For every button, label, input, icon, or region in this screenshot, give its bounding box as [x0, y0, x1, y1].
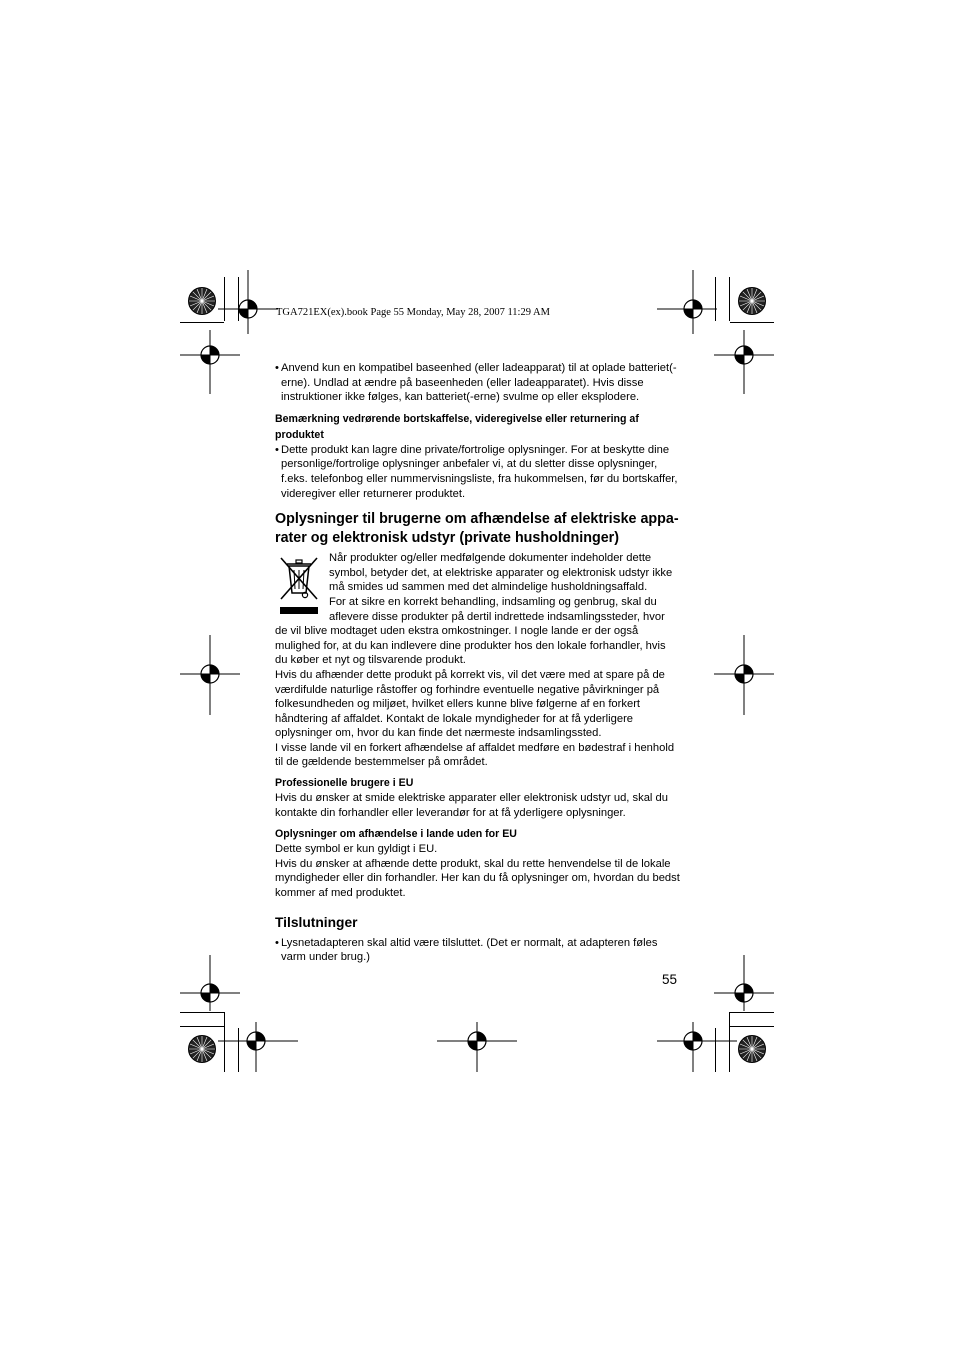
crop-line [730, 322, 774, 323]
outside-eu-text-2: Hvis du ønsker at afhænde dette produkt, skal du rette henvendelse til de lokale myndigheder eller din forhandler. Her kan du få oplysninger om, hvordan du bedst kommer af med produktet. [275, 857, 680, 900]
registration-mark-icon [714, 330, 774, 394]
registration-mark-icon [180, 330, 240, 394]
star-target-icon [187, 286, 217, 316]
star-target-icon [187, 1034, 217, 1064]
bullet-glyph: • [275, 443, 279, 456]
disposal-notice-bullet [275, 443, 680, 501]
crop-line [729, 277, 730, 321]
outside-eu-heading: Oplysninger om afhændelse i lande uden for EU [275, 828, 517, 841]
crop-line [180, 1012, 224, 1013]
weee-paragraph-1: Når produkter og/eller medfølgende dokumenter indeholder dette symbol, betyder det, at elektriske apparater og elektronisk udstyr ikke må smides ud sammen med det almindelige husholdningsaffald. [329, 552, 673, 594]
registration-mark-icon [180, 635, 240, 715]
registration-mark-icon [218, 270, 278, 334]
registration-mark-icon [714, 955, 774, 1011]
weee-title-line-2: rater og elektronisk udstyr (private husholdninger) [275, 530, 619, 547]
page-content [275, 361, 680, 965]
weee-paragraph-4: I visse lande vil en forkert afhændelse af affaldet medføre en bødestraf i henhold til de gældende bestemmelser på området. [275, 741, 675, 769]
disposal-notice-text: Dette produkt kan lagre dine private/fortrolige oplysninger. For at beskytte dine personlige/fortrolige oplysninger anbefaler vi, at du sletter disse oplysninger, f.eks. telefonbog eller nummervisningsliste, fra hukommelsen, før du bortskaffer, videregiver eller returnerer produktet. [281, 443, 678, 500]
connections-bullet-text: Lysnetadapteren skal altid være tilsluttet. (Det er normalt, at adapteren føles varm under brug.) [281, 936, 658, 964]
professional-heading: Professionelle brugere i EU [275, 777, 414, 790]
professional-text: Hvis du ønsker at smide elektriske apparater eller elektronisk udstyr ud, skal du kontakte din forhandler eller leverandør for at få yderligere oplysninger. [275, 792, 668, 819]
registration-mark-icon [657, 1022, 737, 1072]
weee-body [275, 551, 680, 770]
weee-section-title [275, 510, 680, 548]
battery-bullet-text: Anvend kun en kompatibel baseenhed (eller ladeapparat) til at oplade batteriet(-erne). Undlad at ændre på baseenheden (eller ladeapparatet). Hvis disse instruktioner ikke følges, kan batteriet(-erne) svulme op eller eksplodere. [281, 362, 677, 404]
battery-bullet [275, 361, 680, 405]
registration-mark-icon [714, 635, 774, 715]
outside-eu-text-1: Dette symbol er kun gyldigt i EU. [275, 843, 438, 856]
registration-mark-icon [218, 1022, 298, 1072]
connections-bullet [275, 936, 680, 965]
weee-title-line-1: Oplysninger til brugerne om afhændelse af elektriske appa- [275, 511, 679, 528]
registration-mark-icon [180, 955, 240, 1011]
crossed-out-wheelie-bin-icon [275, 553, 323, 621]
crop-line [730, 1012, 774, 1013]
registration-mark-icon [657, 270, 717, 334]
disposal-notice-heading: Bemærkning vedrørende bortskaffelse, videregivelse eller returnering af produktet [275, 412, 639, 441]
star-target-icon [737, 286, 767, 316]
connections-title: Tilslutninger [275, 914, 358, 930]
bullet-glyph: • [275, 936, 279, 949]
weee-paragraph-3: Hvis du afhænder dette produkt på korrekt vis, vil det være med at spare på de værdifulde naturlige råstoffer og forhindre eventuelle negative påvirkninger på folkesundheden og miljøet, hvilket ellers kunne blive følgerne af en forkert håndtering af affaldet. Kontakt de lokale myndigheder for at få yderligere oplysninger om, hvor du kan finde det nærmeste indsamlingssted. [275, 668, 665, 740]
book-slug-header: TGA721EX(ex).book Page 55 Monday, May 28, 2007 11:29 AM [276, 307, 550, 318]
star-target-icon [737, 1034, 767, 1064]
bullet-glyph: • [275, 362, 279, 374]
weee-paragraph-2: For at sikre en korrekt behandling, indsamling og genbrug, skal du aflevere disse produkter på dertil indrettede indsamlingssteder, hvor de vil blive modtaget uden ekstra omkostninger. I nogle lande er der også mulighed for, at du kan indlevere dine produkter hos den lokale forhandler, hvis du køber et nyt og tilsvarende produkt. [275, 595, 666, 667]
page-number: 55 [662, 972, 678, 987]
registration-mark-icon [437, 1022, 517, 1072]
